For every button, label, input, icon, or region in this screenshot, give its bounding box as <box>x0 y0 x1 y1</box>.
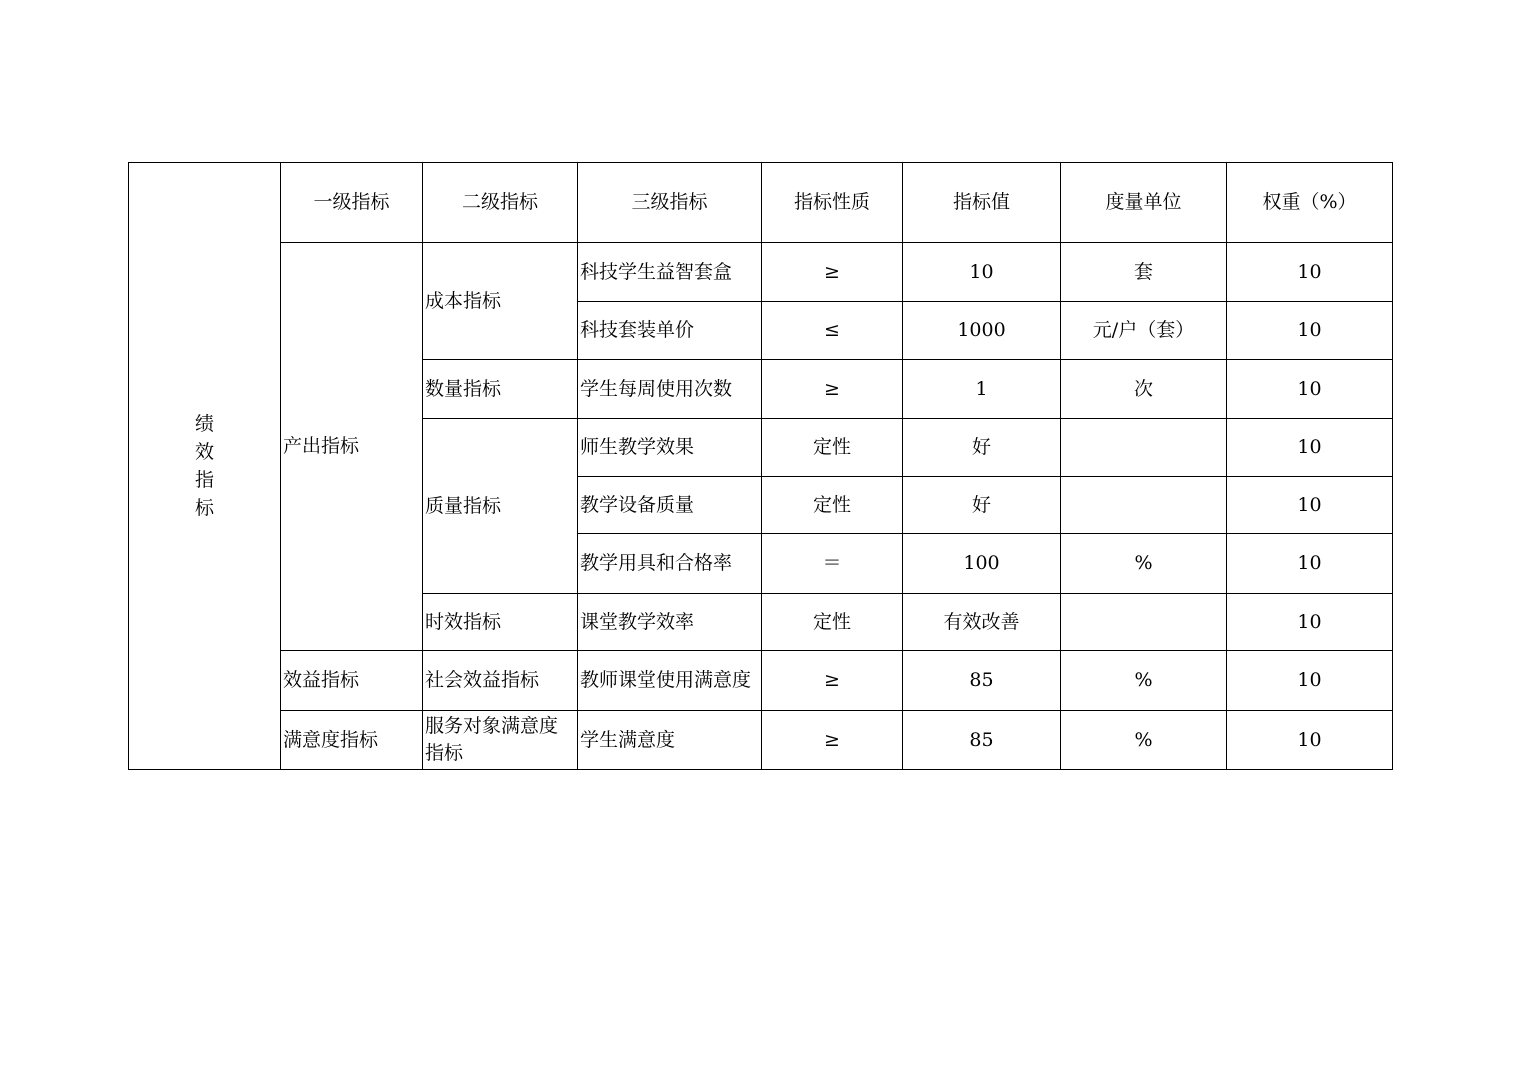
header-level3: 三级指标 <box>578 163 762 243</box>
indicator-name: 教学设备质量 <box>578 477 762 534</box>
indicator-nature: ＝ <box>762 534 903 594</box>
indicator-unit: 元/户（套） <box>1061 302 1227 360</box>
level2-service: 服务对象满意度指标 <box>423 711 578 770</box>
indicator-unit: % <box>1061 651 1227 711</box>
indicator-nature: 定性 <box>762 419 903 477</box>
header-level2: 二级指标 <box>423 163 578 243</box>
indicator-unit: 套 <box>1061 243 1227 302</box>
indicator-nature: ≥ <box>762 243 903 302</box>
header-value: 指标值 <box>903 163 1061 243</box>
indicator-weight: 10 <box>1227 419 1393 477</box>
indicator-weight: 10 <box>1227 243 1393 302</box>
indicator-nature: 定性 <box>762 477 903 534</box>
indicator-name: 教学用具和合格率 <box>578 534 762 594</box>
indicator-nature: ≥ <box>762 651 903 711</box>
indicator-value: 85 <box>903 651 1061 711</box>
indicator-name: 师生教学效果 <box>578 419 762 477</box>
header-level1: 一级指标 <box>281 163 423 243</box>
indicator-unit: % <box>1061 534 1227 594</box>
indicator-weight: 10 <box>1227 302 1393 360</box>
level2-cost: 成本指标 <box>423 243 578 360</box>
indicator-weight: 10 <box>1227 651 1393 711</box>
indicator-value: 100 <box>903 534 1061 594</box>
level2-timeliness: 时效指标 <box>423 594 578 651</box>
indicator-nature: ≥ <box>762 711 903 770</box>
header-unit: 度量单位 <box>1061 163 1227 243</box>
level1-output: 产出指标 <box>281 243 423 651</box>
indicator-value: 10 <box>903 243 1061 302</box>
indicator-nature: ≥ <box>762 360 903 419</box>
indicator-unit: 次 <box>1061 360 1227 419</box>
indicator-value: 有效改善 <box>903 594 1061 651</box>
indicator-value: 85 <box>903 711 1061 770</box>
performance-indicator-table <box>128 162 1393 770</box>
indicator-unit: % <box>1061 711 1227 770</box>
level2-quality: 质量指标 <box>423 419 578 594</box>
indicator-weight: 10 <box>1227 711 1393 770</box>
level2-social: 社会效益指标 <box>423 651 578 711</box>
indicator-value: 好 <box>903 477 1061 534</box>
indicator-weight: 10 <box>1227 594 1393 651</box>
indicator-name: 学生满意度 <box>578 711 762 770</box>
indicator-value: 1000 <box>903 302 1061 360</box>
indicator-weight: 10 <box>1227 360 1393 419</box>
table-row <box>129 243 1393 302</box>
indicator-nature: 定性 <box>762 594 903 651</box>
indicator-name: 学生每周使用次数 <box>578 360 762 419</box>
side-label: 绩效指标 <box>194 413 214 519</box>
indicator-name: 科技学生益智套盒 <box>578 243 762 302</box>
indicator-name: 课堂教学效率 <box>578 594 762 651</box>
level1-satisfaction: 满意度指标 <box>281 711 423 770</box>
header-nature: 指标性质 <box>762 163 903 243</box>
table-row <box>129 651 1393 711</box>
indicator-unit <box>1061 594 1227 651</box>
header-weight: 权重（%） <box>1227 163 1393 243</box>
indicator-unit <box>1061 477 1227 534</box>
indicator-name: 教师课堂使用满意度 <box>578 651 762 711</box>
indicator-weight: 10 <box>1227 534 1393 594</box>
indicator-nature: ≤ <box>762 302 903 360</box>
level2-quantity: 数量指标 <box>423 360 578 419</box>
side-label-cell <box>129 163 281 770</box>
indicator-unit <box>1061 419 1227 477</box>
level1-benefit: 效益指标 <box>281 651 423 711</box>
indicator-weight: 10 <box>1227 477 1393 534</box>
indicator-value: 1 <box>903 360 1061 419</box>
table-row <box>129 711 1393 770</box>
indicator-name: 科技套装单价 <box>578 302 762 360</box>
header-row <box>129 163 1393 243</box>
indicator-value: 好 <box>903 419 1061 477</box>
